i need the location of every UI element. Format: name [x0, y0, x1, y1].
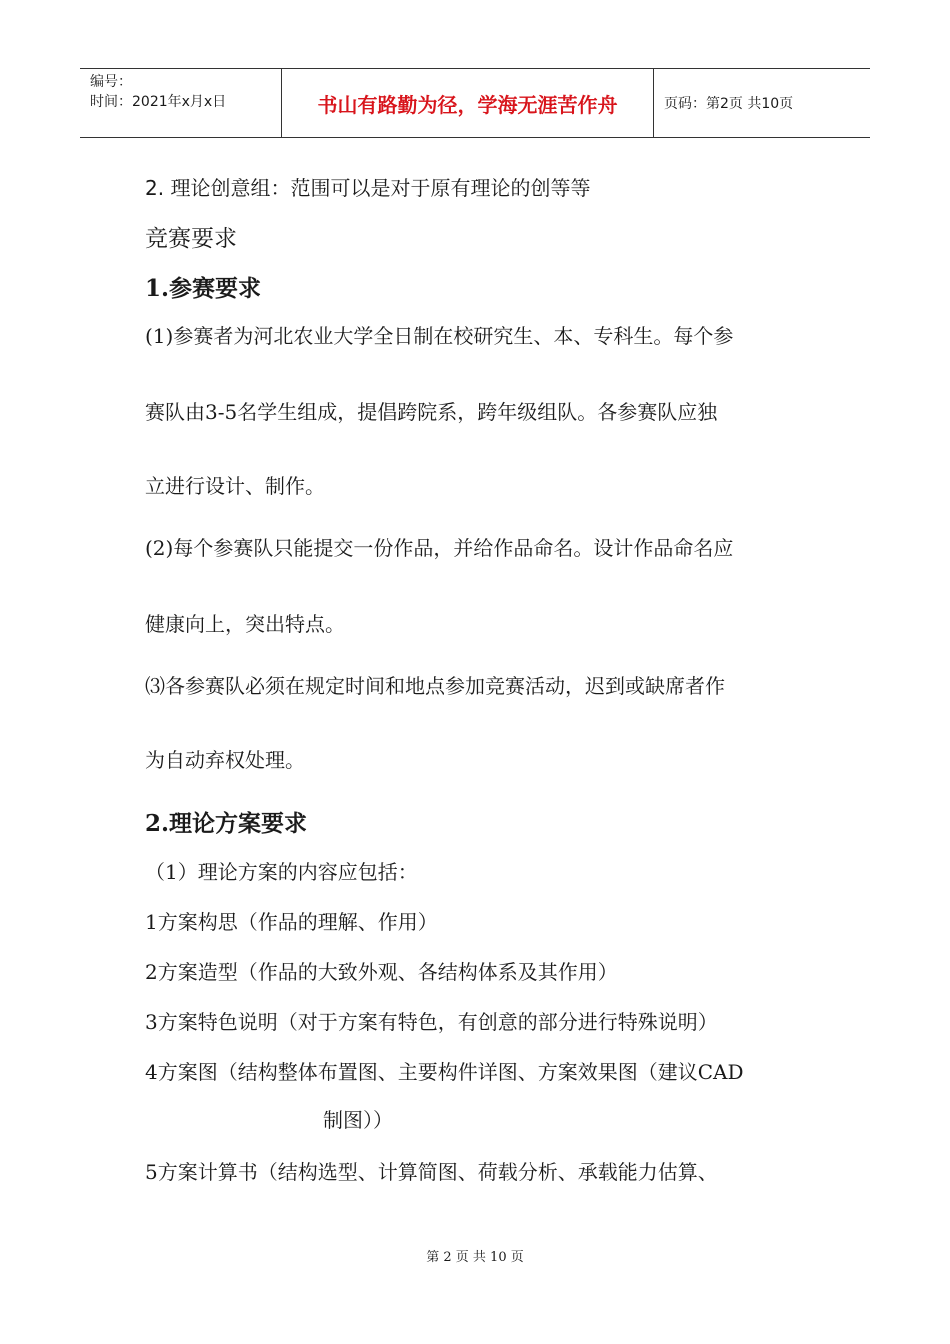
paragraph-1-line-3: 立进行设计、制作。 [145, 474, 325, 498]
heading-competition-requirements: 竞赛要求 [145, 226, 237, 252]
header-motto: 书山有路勤为径，学海无涯苦作舟 [282, 69, 654, 137]
header-meta-cell [80, 69, 282, 137]
plan-item-3: 3方案特色说明（对于方案有特色，有创意的部分进行特殊说明） [145, 1010, 718, 1034]
heading-participation-requirements: 1.参赛要求 [145, 275, 262, 302]
plan-intro: （1）理论方案的内容应包括： [145, 860, 418, 884]
paragraph-1-line-1: (1)参赛者为河北农业大学全日制在校研究生、本、专科生。每个参 [145, 324, 734, 348]
page-footer: 第 2 页 共 10 页 [426, 1250, 524, 1265]
paragraph-3-line-2: 为自动弃权处理。 [145, 748, 305, 772]
paragraph-2-line-2: 健康向上，突出特点。 [145, 612, 345, 636]
header-number-label: 编号： [90, 74, 132, 90]
plan-item-2: 2方案造型（作品的大致外观、各结构体系及其作用） [145, 960, 618, 984]
paragraph-3-line-1: ⑶各参赛队必须在规定时间和地点参加竞赛活动，迟到或缺席者作 [145, 674, 725, 698]
page-header-table [80, 68, 870, 138]
plan-item-4-line-2: 制图）） [323, 1108, 393, 1132]
plan-item-5: 5方案计算书（结构选型、计算简图、荷载分析、承载能力估算、 [145, 1160, 718, 1184]
header-time-label: 时间：2021年x月x日 [90, 94, 227, 110]
paragraph-1-line-2: 赛队由3-5名学生组成，提倡跨院系，跨年级组队。各参赛队应独 [145, 400, 718, 424]
theory-group-line: 2. 理论创意组：范围可以是对于原有理论的创等等 [145, 176, 591, 200]
heading-theory-plan-requirements: 2.理论方案要求 [145, 810, 308, 837]
plan-item-4-line-1: 4方案图（结构整体布置图、主要构件详图、方案效果图（建议CAD [145, 1060, 744, 1084]
paragraph-2-line-1: (2)每个参赛队只能提交一份作品，并给作品命名。设计作品命名应 [145, 536, 734, 560]
header-page-info: 页码：第2页 共10页 [664, 96, 794, 112]
plan-item-1: 1方案构思（作品的理解、作用） [145, 910, 438, 934]
